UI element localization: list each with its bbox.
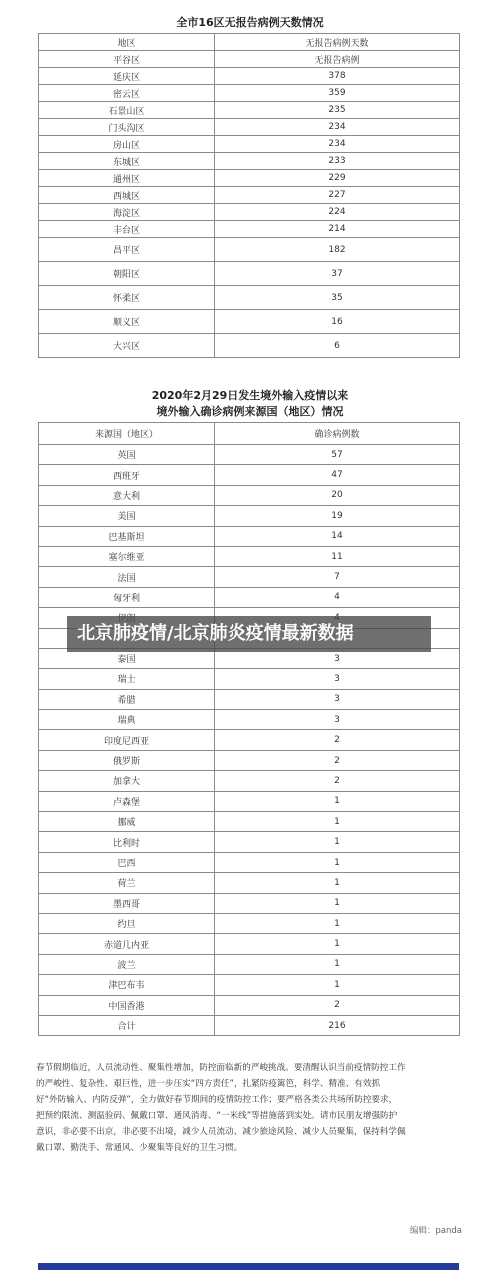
table-cell-name: 法国 — [39, 567, 215, 587]
table2-title-line2: 境外输入确诊病例来源国（地区）情况 — [156, 405, 344, 418]
table-cell-value: 1 — [215, 791, 460, 811]
paragraph-line: 意识，非必要不出京，非必要不出境，减少人员流动、减少旅途风险、减少人员聚集，保持科学佩 — [36, 1127, 406, 1137]
table-cell-name: 匈牙利 — [39, 587, 215, 607]
table-cell-value: 359 — [215, 85, 460, 102]
table-row — [39, 334, 460, 358]
table-cell-value: 216 — [215, 1015, 460, 1035]
table-row — [39, 85, 460, 102]
table1-title: 全市16区无报告病例天数情况 — [176, 16, 324, 29]
table-row — [39, 832, 460, 852]
table-row — [39, 170, 460, 187]
table-cell-value: 378 — [215, 68, 460, 85]
table-row — [39, 791, 460, 811]
table-row — [39, 995, 460, 1015]
table-cell-name: 波兰 — [39, 954, 215, 974]
table-row — [39, 286, 460, 310]
table-header-row — [39, 423, 460, 445]
notice-paragraph — [36, 1060, 462, 1156]
table-header-row — [39, 34, 460, 51]
imported-case-source-table — [38, 422, 460, 1036]
table-cell-name: 西城区 — [39, 187, 215, 204]
table-cell-name: 门头沟区 — [39, 119, 215, 136]
table-header-cell: 确诊病例数 — [215, 423, 460, 445]
bottom-accent-bar — [38, 1263, 459, 1270]
table-cell-value: 234 — [215, 136, 460, 153]
table-cell-name: 意大利 — [39, 485, 215, 505]
table-cell-value: 3 — [215, 689, 460, 709]
table-row — [39, 546, 460, 566]
table-cell-value: 2 — [215, 771, 460, 791]
table-cell-value: 47 — [215, 465, 460, 485]
table-row — [39, 506, 460, 526]
table-header-cell: 地区 — [39, 34, 215, 51]
table-row — [39, 730, 460, 750]
table-row — [39, 771, 460, 791]
table-cell-value: 无报告病例 — [215, 51, 460, 68]
source-table-body — [39, 423, 460, 1036]
table-cell-name: 石景山区 — [39, 102, 215, 119]
table-row — [39, 587, 460, 607]
table-cell-value: 20 — [215, 485, 460, 505]
district-no-case-table — [38, 33, 460, 358]
table-cell-value: 2 — [215, 750, 460, 770]
table-row — [39, 445, 460, 465]
table-cell-value: 35 — [215, 286, 460, 310]
table-cell-value: 1 — [215, 812, 460, 832]
table-cell-value: 57 — [215, 445, 460, 465]
table-cell-value: 1 — [215, 954, 460, 974]
table-row — [39, 669, 460, 689]
table-cell-name: 美国 — [39, 506, 215, 526]
table-cell-value: 1 — [215, 975, 460, 995]
table-row — [39, 187, 460, 204]
table-cell-name: 英国 — [39, 445, 215, 465]
table-cell-value: 11 — [215, 546, 460, 566]
paragraph-line: 春节假期临近，人员流动性、聚集性增加，防控面临新的严峻挑战。要清醒认识当前疫情防控工作 — [36, 1063, 406, 1073]
table-cell-value: 1 — [215, 913, 460, 933]
table-header-cell: 来源国（地区） — [39, 423, 215, 445]
table-cell-value: 214 — [215, 221, 460, 238]
table-header-cell: 无报告病例天数 — [215, 34, 460, 51]
table-row — [39, 893, 460, 913]
table-row — [39, 934, 460, 954]
table2-title-line1: 2020年2月29日发生境外输入疫情以来 — [151, 389, 349, 402]
table-cell-value: 6 — [215, 334, 460, 358]
table-cell-value: 227 — [215, 187, 460, 204]
table-cell-value: 16 — [215, 310, 460, 334]
table-cell-value: 37 — [215, 262, 460, 286]
paragraph-line: 把预约限流、测温验码、佩戴口罩、通风消毒、“一米线”等措施落到实处。请市民朋友增强防护 — [36, 1111, 398, 1121]
table-row — [39, 873, 460, 893]
table-cell-name: 房山区 — [39, 136, 215, 153]
table-cell-name: 比利时 — [39, 832, 215, 852]
table-cell-name: 加拿大 — [39, 771, 215, 791]
table-cell-name: 巴基斯坦 — [39, 526, 215, 546]
table-row — [39, 975, 460, 995]
table-row — [39, 465, 460, 485]
table-row — [39, 204, 460, 221]
table-cell-name: 平谷区 — [39, 51, 215, 68]
table-cell-value: 1 — [215, 934, 460, 954]
table-cell-name: 约旦 — [39, 913, 215, 933]
table-cell-name: 墨西哥 — [39, 893, 215, 913]
table-cell-name: 东城区 — [39, 153, 215, 170]
district-table-body — [39, 34, 460, 358]
table-cell-name: 俄罗斯 — [39, 750, 215, 770]
table-cell-value: 2 — [215, 730, 460, 750]
table-cell-name: 泰国 — [39, 648, 215, 668]
table-row — [39, 238, 460, 262]
table-cell-name: 巴西 — [39, 852, 215, 872]
table-cell-value: 1 — [215, 852, 460, 872]
table-cell-name: 瑞典 — [39, 710, 215, 730]
table-cell-name: 延庆区 — [39, 68, 215, 85]
table-row — [39, 68, 460, 85]
table-cell-name: 大兴区 — [39, 334, 215, 358]
table-cell-value: 4 — [215, 587, 460, 607]
table-row — [39, 485, 460, 505]
table-cell-name: 荷兰 — [39, 873, 215, 893]
table-cell-value: 234 — [215, 119, 460, 136]
table-cell-name: 海淀区 — [39, 204, 215, 221]
table-cell-value: 235 — [215, 102, 460, 119]
table-row — [39, 954, 460, 974]
table-cell-value: 229 — [215, 170, 460, 187]
table-row — [39, 812, 460, 832]
table-row — [39, 689, 460, 709]
table-cell-value: 3 — [215, 669, 460, 689]
table-cell-name: 赤道几内亚 — [39, 934, 215, 954]
table-cell-name: 津巴布韦 — [39, 975, 215, 995]
table-row — [39, 51, 460, 68]
table-row — [39, 852, 460, 872]
paragraph-line: 好“外防输入、内防反弹”，全力做好春节期间的疫情防控工作；要严格各类公共场所防控要求， — [36, 1095, 398, 1105]
table-cell-name: 中国香港 — [39, 995, 215, 1015]
table-cell-name: 塞尔维亚 — [39, 546, 215, 566]
table-row — [39, 119, 460, 136]
table-row — [39, 526, 460, 546]
table-cell-value: 233 — [215, 153, 460, 170]
table-row — [39, 153, 460, 170]
table-cell-value: 1 — [215, 832, 460, 852]
table-cell-value: 1 — [215, 873, 460, 893]
table-cell-value: 3 — [215, 710, 460, 730]
table-row — [39, 262, 460, 286]
table-cell-value: 2 — [215, 995, 460, 1015]
table-row — [39, 1015, 460, 1035]
table-cell-name: 朝阳区 — [39, 262, 215, 286]
paragraph-line: 戴口罩、勤洗手、常通风、少聚集等良好的卫生习惯。 — [36, 1143, 243, 1153]
table-cell-value: 182 — [215, 238, 460, 262]
table-row — [39, 221, 460, 238]
table-cell-value: 19 — [215, 506, 460, 526]
table-cell-value: 1 — [215, 893, 460, 913]
watermark-banner: 北京肺疫情/北京肺炎疫情最新数据 — [67, 616, 431, 652]
table-cell-name: 希腊 — [39, 689, 215, 709]
table-row — [39, 102, 460, 119]
table-row — [39, 710, 460, 730]
table-cell-value: 14 — [215, 526, 460, 546]
table-row — [39, 750, 460, 770]
table-cell-value: 7 — [215, 567, 460, 587]
table-cell-name: 瑞士 — [39, 669, 215, 689]
table-cell-name: 顺义区 — [39, 310, 215, 334]
editor-credit: 编辑：panda — [409, 1226, 462, 1236]
table-row — [39, 136, 460, 153]
table-cell-name: 挪威 — [39, 812, 215, 832]
table-cell-name: 合计 — [39, 1015, 215, 1035]
table-row — [39, 567, 460, 587]
table-row — [39, 310, 460, 334]
table-cell-name: 通州区 — [39, 170, 215, 187]
table-cell-name: 昌平区 — [39, 238, 215, 262]
table-cell-value: 224 — [215, 204, 460, 221]
table-cell-name: 密云区 — [39, 85, 215, 102]
table-cell-name: 印度尼西亚 — [39, 730, 215, 750]
paragraph-line: 的严峻性、复杂性、艰巨性，进一步压实“四方责任”，扎紧防疫篱笆，科学、精准、有效抓 — [36, 1079, 381, 1089]
table-cell-value: 3 — [215, 648, 460, 668]
table-row — [39, 913, 460, 933]
table-cell-name: 怀柔区 — [39, 286, 215, 310]
table-cell-name: 卢森堡 — [39, 791, 215, 811]
table-cell-name: 西班牙 — [39, 465, 215, 485]
table-cell-name: 丰台区 — [39, 221, 215, 238]
